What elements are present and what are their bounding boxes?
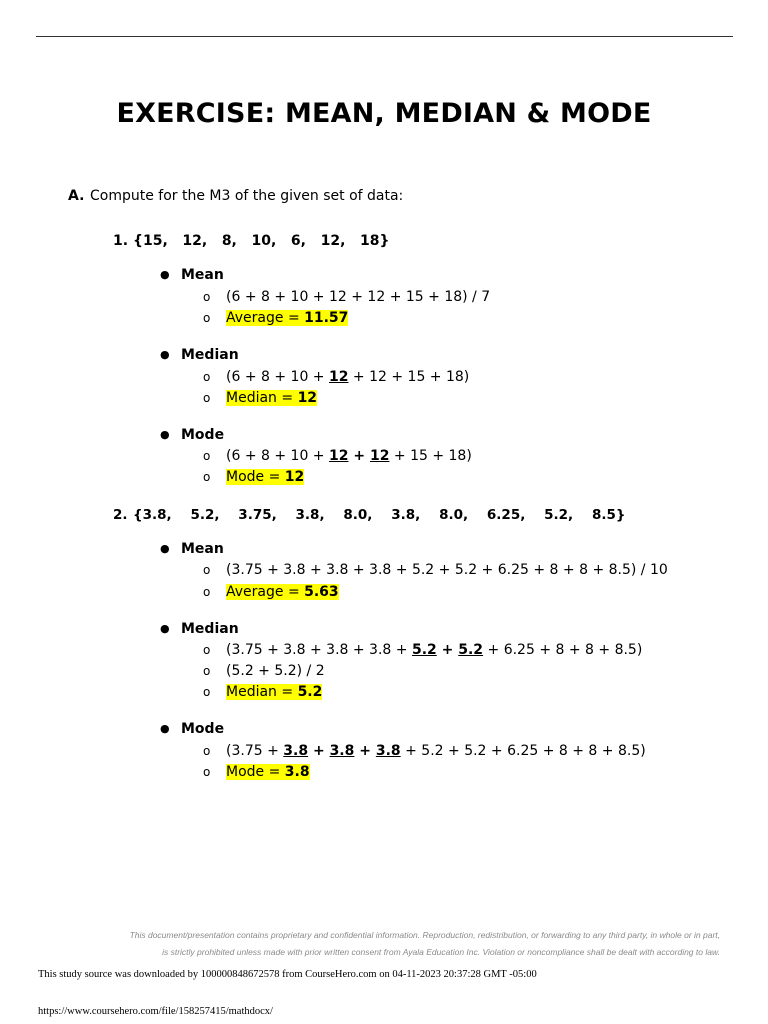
result-highlight xyxy=(226,390,317,406)
bullet-marker: ● xyxy=(160,268,170,281)
p1-mean-result xyxy=(203,308,348,328)
calc-plus: + xyxy=(348,448,370,464)
calc-text: + 12 + 15 + 18) xyxy=(348,369,470,385)
p1-median-result xyxy=(203,388,317,408)
p2-median-result xyxy=(203,682,322,702)
bullet-marker: ● xyxy=(160,622,170,635)
result-value: 12 xyxy=(284,469,305,485)
result-highlight xyxy=(226,584,339,600)
source-url: https://www.coursehero.com/file/158257415/mathdocx/ xyxy=(38,1006,273,1017)
calc-text: + 6.25 + 8 + 8 + 8.5) xyxy=(483,642,643,658)
calc-plus: + xyxy=(308,743,330,759)
p1-mean-bullet xyxy=(160,265,224,285)
calc-text: (3.75 + 3.8 + 3.8 + 3.8 + 5.2 + 5.2 + 6.25 + 8 + 8 + 8.5) / 10 xyxy=(226,562,668,578)
sub-bullet-marker: o xyxy=(203,685,211,699)
section-letter: A. xyxy=(68,188,85,204)
p2-mode-result xyxy=(203,762,310,782)
p1-mode-result xyxy=(203,467,304,487)
confidentiality-notice-line-1: This document/presentation contains proprietary and confidential information. Reproduction, redistribution, or forwarding to any third party, in whole or in part, xyxy=(129,930,720,940)
p2-mode-bullet xyxy=(160,719,224,739)
problem-data-set: {15, 12, 8, 10, 6, 12, 18} xyxy=(133,233,390,249)
p1-mean-calculation xyxy=(203,287,490,307)
result-value: 3.8 xyxy=(284,764,310,780)
download-notice: This study source was downloaded by 100000848672578 from CourseHero.com on 04-11-2023 20:37:28 GMT -05:00 xyxy=(38,969,537,980)
middle-value: 5.2 xyxy=(411,642,437,658)
calc-text: (6 + 8 + 10 + xyxy=(226,369,329,385)
sub-bullet-marker: o xyxy=(203,311,211,325)
calc-plus: + xyxy=(354,743,376,759)
section-a-heading xyxy=(68,186,403,206)
calc-text: (6 + 8 + 10 + 12 + 12 + 15 + 18) / 7 xyxy=(226,289,491,305)
result-highlight xyxy=(226,310,348,326)
sub-bullet-marker: o xyxy=(203,664,211,678)
bullet-marker: ● xyxy=(160,428,170,441)
p1-mode-bullet xyxy=(160,425,224,445)
result-highlight xyxy=(226,469,304,485)
page-title: EXERCISE: MEAN, MEDIAN & MODE xyxy=(116,98,652,129)
calc-text: (6 + 8 + 10 + xyxy=(226,448,329,464)
mode-value: 12 xyxy=(328,448,349,464)
p2-median-bullet xyxy=(160,619,239,639)
bullet-label: Mean xyxy=(181,267,224,283)
bullet-marker: ● xyxy=(160,722,170,735)
problem-number: 2. xyxy=(113,507,128,523)
mode-value: 3.8 xyxy=(283,743,309,759)
result-highlight xyxy=(226,684,322,700)
sub-bullet-marker: o xyxy=(203,290,211,304)
bullet-marker: ● xyxy=(160,542,170,555)
p2-mean-calculation xyxy=(203,560,668,580)
result-prefix: Average = xyxy=(226,584,305,600)
problem-1-heading xyxy=(113,231,389,251)
p1-mode-calculation xyxy=(203,446,472,466)
mode-value: 12 xyxy=(369,448,390,464)
result-value: 11.57 xyxy=(304,310,349,326)
sub-bullet-marker: o xyxy=(203,391,211,405)
p2-median-calculation xyxy=(203,640,642,660)
sub-bullet-marker: o xyxy=(203,585,211,599)
sub-bullet-marker: o xyxy=(203,449,211,463)
mode-value: 3.8 xyxy=(329,743,355,759)
bullet-label: Mean xyxy=(181,541,224,557)
calc-text: (3.75 + xyxy=(226,743,284,759)
p2-mean-bullet xyxy=(160,539,224,559)
bullet-label: Median xyxy=(181,347,239,363)
problem-number: 1. xyxy=(113,233,129,249)
sub-bullet-marker: o xyxy=(203,643,211,657)
calc-text: + 5.2 + 5.2 + 6.25 + 8 + 8 + 8.5) xyxy=(400,743,646,759)
problem-2-heading xyxy=(113,505,626,525)
bullet-label: Mode xyxy=(181,427,225,443)
middle-value: 5.2 xyxy=(458,642,484,658)
bullet-label: Median xyxy=(181,621,239,637)
result-value: 5.63 xyxy=(304,584,339,600)
result-prefix: Mode = xyxy=(226,764,285,780)
p2-median-calculation-2 xyxy=(203,661,325,681)
p2-mode-calculation xyxy=(203,741,646,761)
mode-value: 3.8 xyxy=(375,743,401,759)
sub-bullet-marker: o xyxy=(203,470,211,484)
sub-bullet-marker: o xyxy=(203,744,211,758)
calc-text: (3.75 + 3.8 + 3.8 + 3.8 + xyxy=(226,642,412,658)
calc-text: + 15 + 18) xyxy=(389,448,472,464)
p2-mean-result xyxy=(203,582,339,602)
result-prefix: Average = xyxy=(226,310,305,326)
result-prefix: Mode = xyxy=(226,469,285,485)
header-rule xyxy=(36,36,733,37)
result-value: 5.2 xyxy=(297,684,323,700)
middle-value: 12 xyxy=(328,369,349,385)
sub-bullet-marker: o xyxy=(203,563,211,577)
calc-plus: + xyxy=(436,642,459,658)
result-prefix: Median = xyxy=(226,684,298,700)
sub-bullet-marker: o xyxy=(203,370,211,384)
confidentiality-notice-line-2: is strictly prohibited unless made with prior written consent from Ayala Education Inc. Violation or noncompliance shall be dealt with according to law. xyxy=(162,947,720,957)
problem-data-set: {3.8, 5.2, 3.75, 3.8, 8.0, 3.8, 8.0, 6.25, 5.2, 8.5} xyxy=(133,507,626,523)
p1-median-bullet xyxy=(160,345,239,365)
bullet-label: Mode xyxy=(181,721,225,737)
result-value: 12 xyxy=(297,390,318,406)
bullet-marker: ● xyxy=(160,348,170,361)
section-instruction: Compute for the M3 of the given set of data: xyxy=(90,188,404,204)
calc-text: (5.2 + 5.2) / 2 xyxy=(226,663,325,679)
p1-median-calculation xyxy=(203,367,469,387)
result-highlight xyxy=(226,764,310,780)
sub-bullet-marker: o xyxy=(203,765,211,779)
result-prefix: Median = xyxy=(226,390,298,406)
